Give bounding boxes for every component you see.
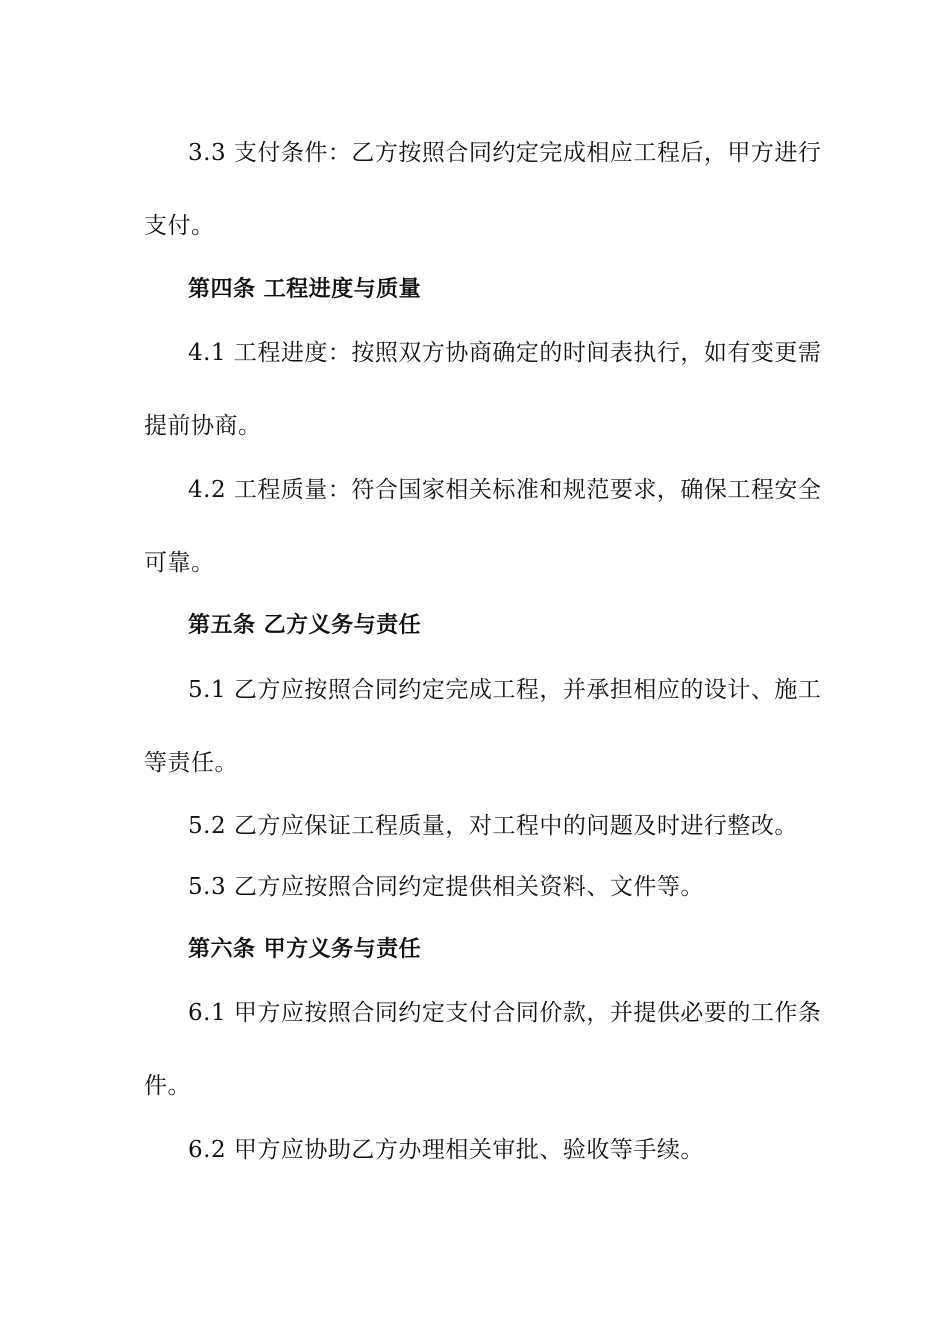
clause-5-1-line-1: 5.1 乙方应按照合同约定完成工程，并承担相应的设计、施工 — [188, 677, 822, 703]
clause-5-2: 5.2 乙方应保证工程质量，对工程中的问题及时进行整改。 — [188, 813, 798, 839]
clause-4-2-line-1: 4.2 工程质量：符合国家相关标准和规范要求，确保工程安全 — [188, 477, 822, 503]
article-4-heading: 第四条 工程进度与质量 — [188, 277, 422, 302]
clause-4-1-line-2: 提前协商。 — [144, 413, 262, 439]
clause-6-1-line-1: 6.1 甲方应按照合同约定支付合同价款，并提供必要的工作条 — [188, 1000, 822, 1026]
article-5-heading: 第五条 乙方义务与责任 — [188, 613, 422, 638]
clause-4-1-line-1: 4.1 工程进度：按照双方协商确定的时间表执行，如有变更需 — [188, 340, 822, 366]
clause-3-3-line-2: 支付。 — [144, 213, 215, 239]
clause-3-3-line-1: 3.3 支付条件：乙方按照合同约定完成相应工程后，甲方进行 — [188, 140, 822, 166]
clause-4-2-line-2: 可靠。 — [144, 550, 215, 576]
clause-6-2: 6.2 甲方应协助乙方办理相关审批、验收等手续。 — [188, 1137, 704, 1163]
clause-5-3: 5.3 乙方应按照合同约定提供相关资料、文件等。 — [188, 874, 704, 900]
clause-6-1-line-2: 件。 — [144, 1073, 191, 1099]
clause-5-1-line-2: 等责任。 — [144, 750, 238, 776]
article-6-heading: 第六条 甲方义务与责任 — [188, 937, 422, 962]
